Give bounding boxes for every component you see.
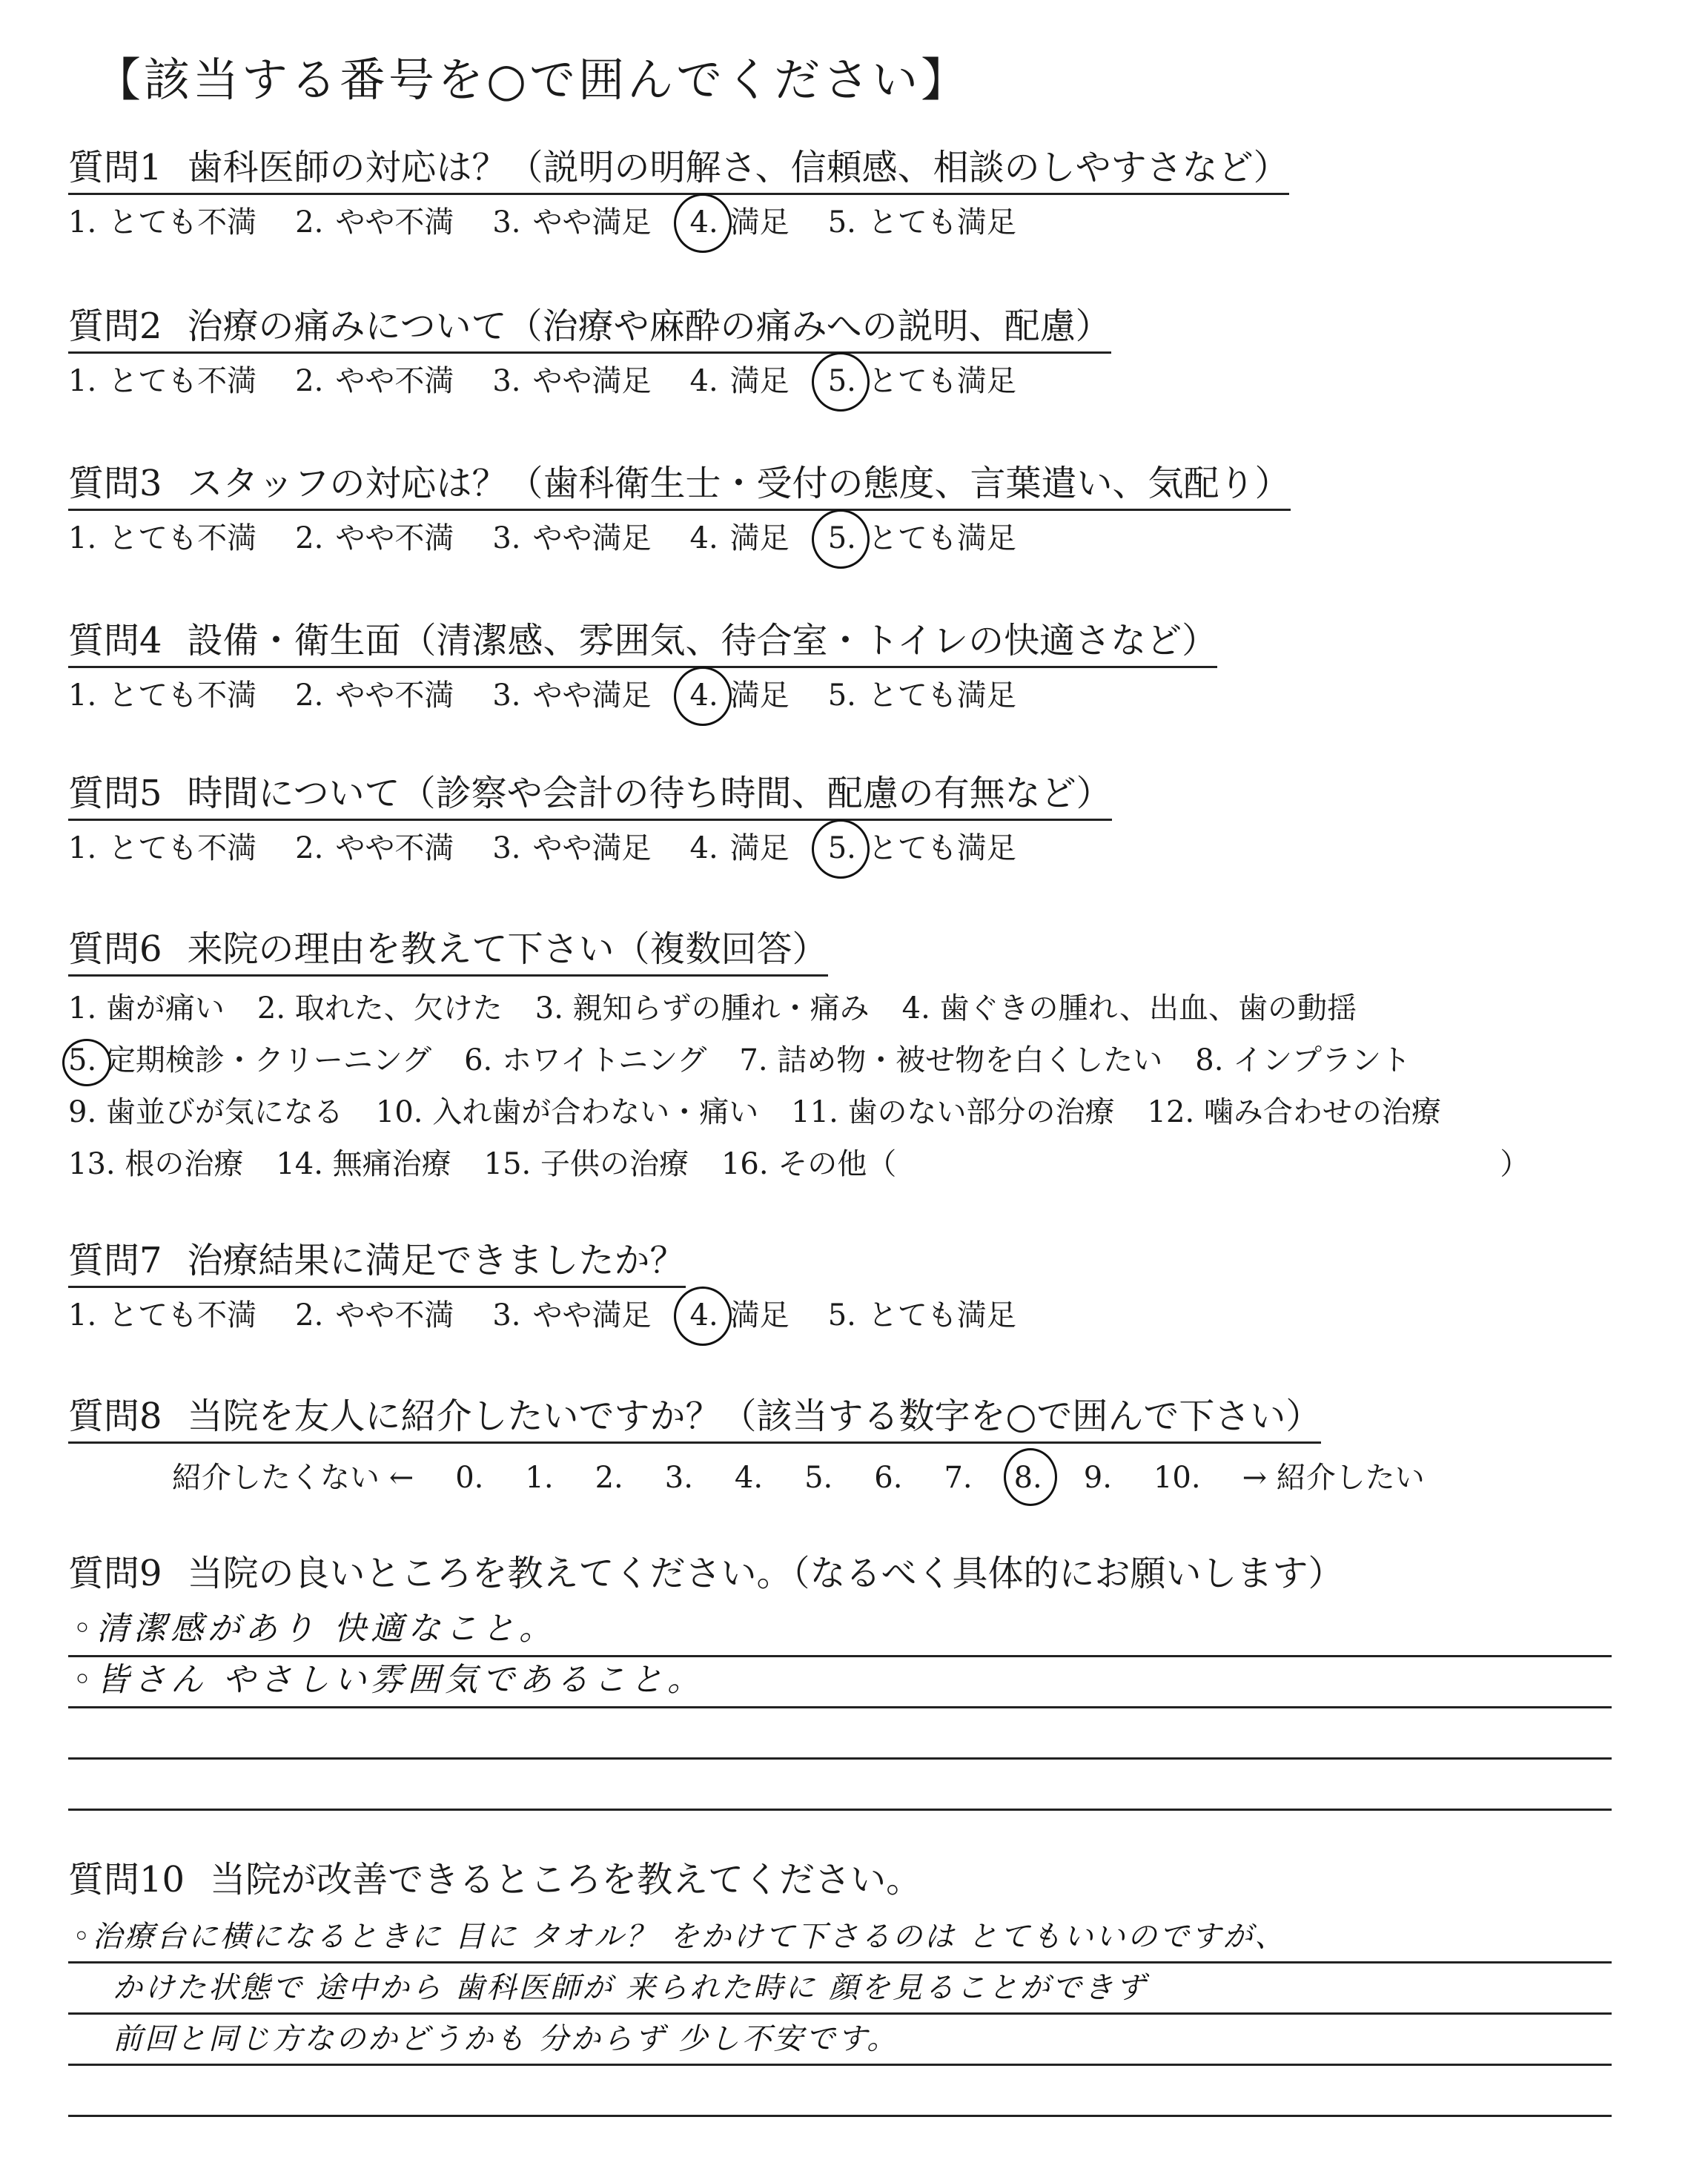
option-label: とても不満 xyxy=(108,205,257,240)
option-label: とても不満 xyxy=(108,678,257,713)
question-number: 質問8 xyxy=(68,1396,162,1437)
question-number: 質問10 xyxy=(68,1859,185,1900)
question-10 xyxy=(68,1857,1612,2117)
question-text: スタッフの対応は？（歯科衛生士・受付の態度、言葉遣い、気配り） xyxy=(187,463,1291,504)
option-label: やや不満 xyxy=(335,831,454,865)
option-number: 2. xyxy=(295,678,324,713)
option-label: やや満足 xyxy=(532,521,652,555)
question-number: 質問6 xyxy=(68,928,162,970)
question-number: 質問2 xyxy=(68,305,162,347)
option-selected[interactable] xyxy=(690,1295,790,1335)
option[interactable] xyxy=(828,202,1016,242)
option-label: とても不満 xyxy=(108,364,257,398)
option-number: 3. xyxy=(492,678,521,713)
question-6 xyxy=(68,927,1669,1190)
question-2 xyxy=(68,304,1111,401)
scale-value[interactable]: 5. xyxy=(804,1461,833,1495)
option[interactable] xyxy=(492,518,651,558)
option-label: とても満足 xyxy=(867,364,1016,398)
option-number: 5. xyxy=(828,361,856,401)
answer-line[interactable] xyxy=(68,1657,1612,1708)
option[interactable] xyxy=(295,1295,454,1335)
option[interactable]: 3. 親知らずの腫れ・痛み xyxy=(534,991,870,1025)
option-number: 3. xyxy=(492,205,521,240)
option-row xyxy=(68,982,1669,1034)
option-label: とても満足 xyxy=(867,521,1016,555)
scale-value[interactable]: 3. xyxy=(664,1461,693,1495)
handwritten-answer: ◦清潔感があり 快適なこと。 xyxy=(73,1610,556,1648)
option-number: 3. xyxy=(492,364,521,398)
option[interactable] xyxy=(68,1295,256,1335)
option-label: とても満足 xyxy=(867,831,1016,865)
option-number: 4. xyxy=(690,676,718,716)
option[interactable] xyxy=(295,361,454,401)
option[interactable] xyxy=(295,202,454,242)
option-number: 2. xyxy=(295,521,324,555)
option-number: 5. xyxy=(827,1298,856,1332)
option[interactable]: 7. 詰め物・被せ物を白くしたい xyxy=(739,1043,1163,1077)
option[interactable] xyxy=(828,1295,1016,1335)
option-number: 5. xyxy=(827,205,856,240)
option-selected[interactable]: 5. 定期検診・クリーニング xyxy=(68,1034,431,1086)
scale-value[interactable]: 6. xyxy=(874,1461,903,1495)
answer-line[interactable] xyxy=(68,1708,1612,1760)
option[interactable]: 14. 無痛治療 xyxy=(276,1147,451,1181)
option[interactable] xyxy=(492,676,651,716)
option-other[interactable]: 16. その他（ xyxy=(721,1147,897,1181)
option-label: とても不満 xyxy=(108,1298,257,1332)
option-label: とても不満 xyxy=(108,521,257,555)
option-selected[interactable] xyxy=(690,676,790,716)
option-label: やや不満 xyxy=(335,521,454,555)
question-text: 設備・衛生面（清潔感、雰囲気、待合室・トイレの快適さなど） xyxy=(187,620,1218,661)
option-number: 2. xyxy=(295,205,324,240)
question-number: 質問5 xyxy=(68,773,162,814)
option-number: 4. xyxy=(690,1295,718,1335)
option-label: とても満足 xyxy=(867,1298,1016,1332)
option[interactable]: 1. 歯が痛い xyxy=(68,991,225,1025)
question-number: 質問1 xyxy=(68,147,162,188)
option-label: 満足 xyxy=(729,205,790,240)
option-number: 3. xyxy=(492,831,521,865)
scale-value[interactable]: 4. xyxy=(734,1461,764,1495)
page-header: 【該当する番号を○で囲んでください】 xyxy=(95,53,970,107)
handwritten-answer: 前回と同じ方なのかどうかも 分からず 少し不安です。 xyxy=(113,2022,899,2056)
option-label: やや満足 xyxy=(532,831,652,865)
option-label: とても満足 xyxy=(867,678,1016,713)
option-label: やや不満 xyxy=(335,678,454,713)
option-number: 3. xyxy=(492,521,521,555)
answer-lines xyxy=(68,1912,1612,2117)
option-label: 満足 xyxy=(729,678,790,713)
option-number: 4. xyxy=(690,202,718,242)
option-row xyxy=(68,1034,1669,1086)
option-selected[interactable] xyxy=(828,518,1016,558)
scale-value-selected[interactable]: 8. xyxy=(1014,1456,1042,1500)
option-number: 1. xyxy=(68,678,97,713)
scale-value[interactable]: 9. xyxy=(1083,1461,1112,1495)
option[interactable] xyxy=(690,828,790,868)
option-number: 5. xyxy=(828,828,856,868)
option-number: 1. xyxy=(68,831,97,865)
option-label: やや不満 xyxy=(335,205,454,240)
question-3-title xyxy=(68,461,1291,511)
option[interactable] xyxy=(68,361,256,401)
answer-line[interactable] xyxy=(68,1760,1612,1811)
question-text: 治療の痛みについて（治療や麻酔の痛みへの説明、配慮） xyxy=(187,305,1111,347)
option-number: 2. xyxy=(295,1298,324,1332)
option-number: 1. xyxy=(68,205,97,240)
option-selected[interactable] xyxy=(828,361,1016,401)
option-number: 1. xyxy=(68,364,97,398)
question-1-options xyxy=(68,202,1289,242)
option-label: とても不満 xyxy=(108,831,257,865)
question-5-options xyxy=(68,828,1112,868)
option[interactable]: 12. 噛み合わせの治療 xyxy=(1147,1095,1441,1129)
option-label: やや満足 xyxy=(532,364,652,398)
question-text: 時間について（診察や会計の待ち時間、配慮の有無など） xyxy=(187,773,1112,814)
option-number: 4. xyxy=(689,831,718,865)
other-close-paren: ） xyxy=(1500,1147,1530,1181)
option[interactable] xyxy=(690,361,790,401)
question-3-options xyxy=(68,518,1291,558)
question-7 xyxy=(68,1238,1055,1335)
question-2-options xyxy=(68,361,1111,401)
option-number: 5. xyxy=(828,518,856,558)
question-6-options xyxy=(68,982,1669,1190)
question-8-title xyxy=(68,1394,1321,1444)
option-label: やや満足 xyxy=(532,1298,652,1332)
option[interactable] xyxy=(68,518,256,558)
scale-right-label: → 紹介したい xyxy=(1242,1461,1425,1495)
scale-value[interactable]: 0. xyxy=(455,1461,484,1495)
option[interactable]: 11. 歯のない部分の治療 xyxy=(791,1095,1115,1129)
scale-value[interactable]: 1. xyxy=(525,1461,554,1495)
question-text: 当院を友人に紹介したいですか？（該当する数字を○で囲んで下さい） xyxy=(187,1396,1322,1437)
question-8 xyxy=(68,1394,1466,1500)
option[interactable] xyxy=(492,828,651,868)
option-label: 満足 xyxy=(729,364,790,398)
option-label: やや不満 xyxy=(335,364,454,398)
option[interactable] xyxy=(690,518,790,558)
question-number: 質問3 xyxy=(68,463,162,504)
option-number: 3. xyxy=(492,1298,521,1332)
scale-value[interactable]: 2. xyxy=(595,1461,623,1495)
answer-line[interactable] xyxy=(68,1912,1612,1964)
question-text: 治療結果に満足できましたか？ xyxy=(187,1240,686,1281)
option[interactable] xyxy=(68,676,256,716)
option-label: 満足 xyxy=(729,521,790,555)
scale-values xyxy=(455,1456,1242,1500)
question-4 xyxy=(68,618,1217,716)
selection-circle xyxy=(62,1039,111,1086)
question-9 xyxy=(68,1551,1612,1811)
question-6-title xyxy=(68,927,828,977)
question-7-options xyxy=(68,1295,1055,1335)
option-row xyxy=(68,1138,1669,1190)
question-1 xyxy=(68,145,1289,242)
option[interactable] xyxy=(492,361,651,401)
option-number: 1. xyxy=(68,521,97,555)
option[interactable]: 13. 根の治療 xyxy=(68,1147,244,1181)
option-label: 満足 xyxy=(729,1298,790,1332)
option[interactable] xyxy=(295,828,454,868)
option[interactable]: 9. 歯並びが気になる xyxy=(68,1095,343,1129)
handwritten-answer: かけた状態で 途中から 歯科医師が 来られた時に 顔を見ることができず xyxy=(113,1971,1148,2005)
option-label: やや不満 xyxy=(335,1298,454,1332)
option[interactable] xyxy=(828,676,1016,716)
question-10-title xyxy=(68,1857,1612,1902)
option-number: 4. xyxy=(689,521,718,555)
option[interactable] xyxy=(295,518,454,558)
question-number: 質問7 xyxy=(68,1240,162,1281)
handwritten-answer: ◦治療台に横になるときに 目に タオル？ をかけて下さるのは とてもいいのですが、 xyxy=(73,1920,1287,1954)
option-row xyxy=(68,1086,1669,1138)
question-1-title xyxy=(68,145,1289,195)
answer-lines xyxy=(68,1606,1612,1811)
scale-left-label: 紹介したくない ← xyxy=(172,1461,414,1495)
answer-line[interactable] xyxy=(68,1964,1612,2015)
answer-line[interactable] xyxy=(68,2015,1612,2066)
option[interactable] xyxy=(295,676,454,716)
option-number: 5. xyxy=(827,678,856,713)
option-selected[interactable] xyxy=(690,202,790,242)
scale-value[interactable]: 10. xyxy=(1153,1461,1201,1495)
question-number: 質問4 xyxy=(68,620,162,661)
question-3 xyxy=(68,461,1291,558)
question-text: 来院の理由を教えて下さい（複数回答） xyxy=(187,928,828,970)
option-selected[interactable] xyxy=(828,828,1016,868)
option-label: やや満足 xyxy=(532,678,652,713)
recommend-scale xyxy=(172,1456,1466,1500)
option[interactable] xyxy=(492,1295,651,1335)
option[interactable]: 10. 入れ歯が合わない・痛い xyxy=(375,1095,759,1129)
option-number: 2. xyxy=(295,831,324,865)
option[interactable]: 4. 歯ぐきの腫れ、出血、歯の動揺 xyxy=(901,991,1357,1025)
question-text: 歯科医師の対応は？（説明の明解さ、信頼感、相談のしやすさなど） xyxy=(187,147,1289,188)
option[interactable]: 8. インプラント xyxy=(1195,1043,1411,1077)
handwritten-answer: ◦皆さん やさしい雰囲気であること。 xyxy=(73,1661,704,1699)
option[interactable] xyxy=(68,828,256,868)
question-9-title xyxy=(68,1551,1612,1596)
question-4-title xyxy=(68,618,1217,668)
option[interactable]: 6. ホワイトニング xyxy=(464,1043,707,1077)
option[interactable] xyxy=(68,202,256,242)
question-7-title xyxy=(68,1238,686,1288)
option[interactable]: 15. 子供の治療 xyxy=(483,1147,689,1181)
answer-line[interactable] xyxy=(68,1606,1612,1657)
question-number: 質問9 xyxy=(68,1553,162,1594)
option-label: やや満足 xyxy=(532,205,652,240)
option-number: 2. xyxy=(295,364,324,398)
option-label: とても満足 xyxy=(867,205,1016,240)
question-5 xyxy=(68,771,1112,868)
question-text: 当院の良いところを教えてください。（なるべく具体的にお願いします） xyxy=(187,1553,1344,1594)
question-5-title xyxy=(68,771,1112,821)
question-2-title xyxy=(68,304,1111,354)
option[interactable]: 2. 取れた、欠けた xyxy=(256,991,503,1025)
answer-line[interactable] xyxy=(68,2066,1612,2117)
question-4-options xyxy=(68,676,1217,716)
option-number: 1. xyxy=(68,1298,97,1332)
option-label: 満足 xyxy=(729,831,790,865)
question-text: 当院が改善できるところを教えてください。 xyxy=(210,1859,922,1900)
option[interactable] xyxy=(492,202,651,242)
scale-value[interactable]: 7. xyxy=(944,1461,973,1495)
option-number: 4. xyxy=(689,364,718,398)
